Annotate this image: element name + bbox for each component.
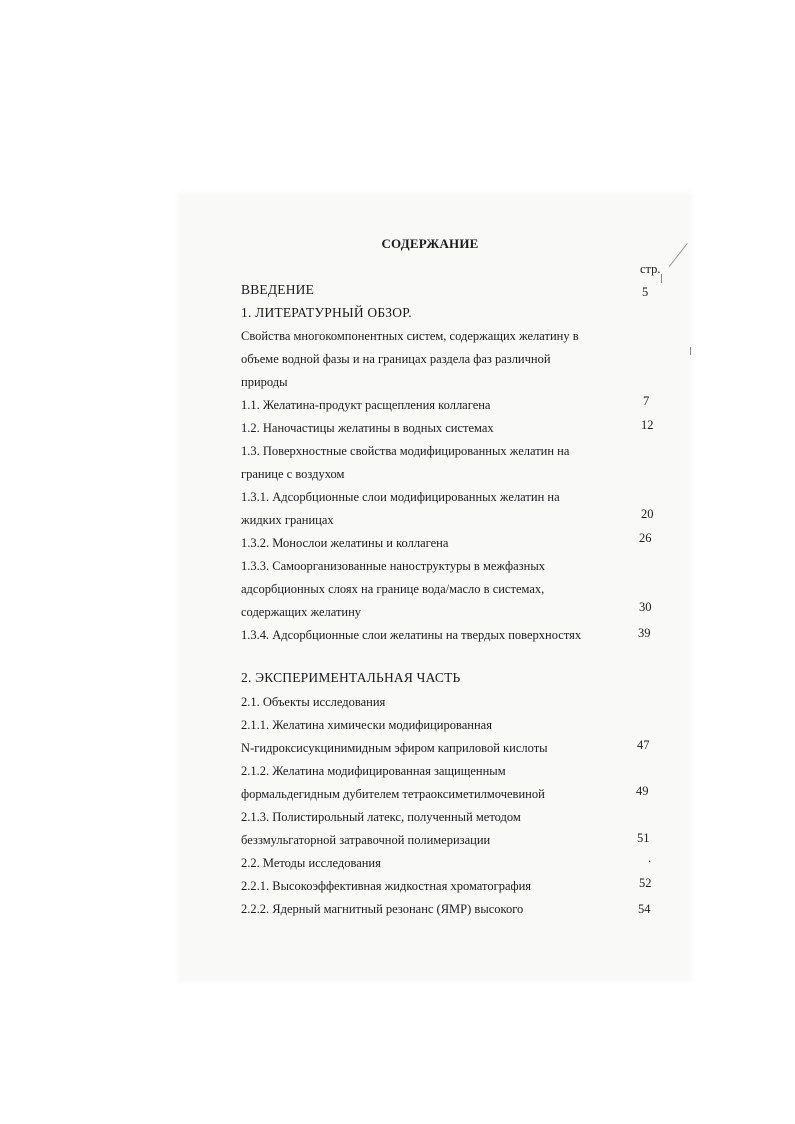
- toc-entry-page: 5: [642, 285, 649, 299]
- toc-entry-text: жидких границах: [241, 513, 334, 527]
- toc-title: СОДЕРЖАНИЕ: [381, 236, 479, 251]
- toc-entry-text: 2.1.1. Желатина химически модифицированная: [241, 718, 492, 732]
- toc-entry-text: ВВЕДЕНИЕ: [241, 282, 315, 297]
- scan-artifact-mark: [661, 274, 662, 283]
- toc-entry-text: 2.2.2. Ядерный магнитный резонанс (ЯМР) высокого: [241, 902, 524, 916]
- toc-entry-page: 12: [641, 418, 654, 432]
- toc-entry-text: 2.1. Объекты исследования: [241, 695, 386, 709]
- toc-entry-text: 1.1. Желатина-продукт расщепления коллагена: [241, 398, 491, 412]
- toc-entry-text: 2. ЭКСПЕРИМЕНТАЛЬНАЯ ЧАСТЬ: [241, 670, 461, 685]
- toc-entry-text: 1.3. Поверхностные свойства модифицированных желатин на: [241, 444, 570, 458]
- toc-entry-page: 30: [639, 600, 652, 614]
- toc-entry-page: 47: [637, 738, 650, 752]
- scan-artifact-mark: [690, 347, 691, 355]
- toc-entry-text: 1.3.4. Адсорбционные слои желатины на твердых поверхностях: [241, 628, 582, 642]
- toc-entry-page: 20: [641, 507, 654, 521]
- toc-entry-text: содержащих желатину: [241, 605, 362, 619]
- toc-entry-page: 39: [638, 626, 651, 640]
- toc-entry-text: 1. ЛИТЕРАТУРНЫЙ ОБЗОР.: [241, 305, 412, 320]
- toc-entry-page: 7: [643, 394, 650, 408]
- toc-entry-text: беззмульгаторной затравочной полимеризации: [241, 833, 491, 847]
- toc-entry-page: .: [648, 851, 652, 865]
- toc-entry-text: N-гидроксисукцинимидным эфиром каприловой кислоты: [241, 741, 548, 755]
- toc-entry-text: 2.2. Методы исследования: [241, 856, 381, 870]
- toc-entry-text: 2.2.1. Высокоэффективная жидкостная хроматография: [241, 879, 532, 893]
- toc-entry-page: 51: [637, 831, 650, 845]
- toc-entry-text: 1.3.3. Самоорганизованные наноструктуры в межфазных: [241, 559, 545, 573]
- toc-entry-text: природы: [241, 375, 288, 389]
- toc-entry-page: 49: [636, 784, 649, 798]
- toc-entry-text: 1.2. Наночастицы желатины в водных системах: [241, 421, 494, 435]
- toc-entry-text: 1.3.2. Монослои желатины и коллагена: [241, 536, 449, 550]
- page-column-label: стр.: [640, 262, 661, 276]
- toc-entry-page: 52: [639, 876, 652, 890]
- toc-entry-text: адсорбционных слоях на границе вода/масло в системах,: [241, 582, 545, 596]
- toc-entry-text: 2.1.3. Полистирольный латекс, полученный методом: [241, 810, 521, 824]
- toc-entry-text: объеме водной фазы и на границах раздела фаз различной: [241, 352, 551, 366]
- toc-entry-text: 2.1.2. Желатина модифицированная защищенным: [241, 764, 506, 778]
- toc-entry-text: Свойства многокомпонентных систем, содержащих желатину в: [241, 329, 579, 343]
- toc-entry-page: 26: [639, 531, 652, 545]
- toc-entry-page: 54: [638, 902, 651, 916]
- toc-entry-text: границе с воздухом: [241, 467, 345, 481]
- toc-entry-text: 1.3.1. Адсорбционные слои модифицированных желатин на: [241, 490, 560, 504]
- toc-entry-text: формальдегидным дубителем тетраоксиметилмочевиной: [241, 787, 545, 801]
